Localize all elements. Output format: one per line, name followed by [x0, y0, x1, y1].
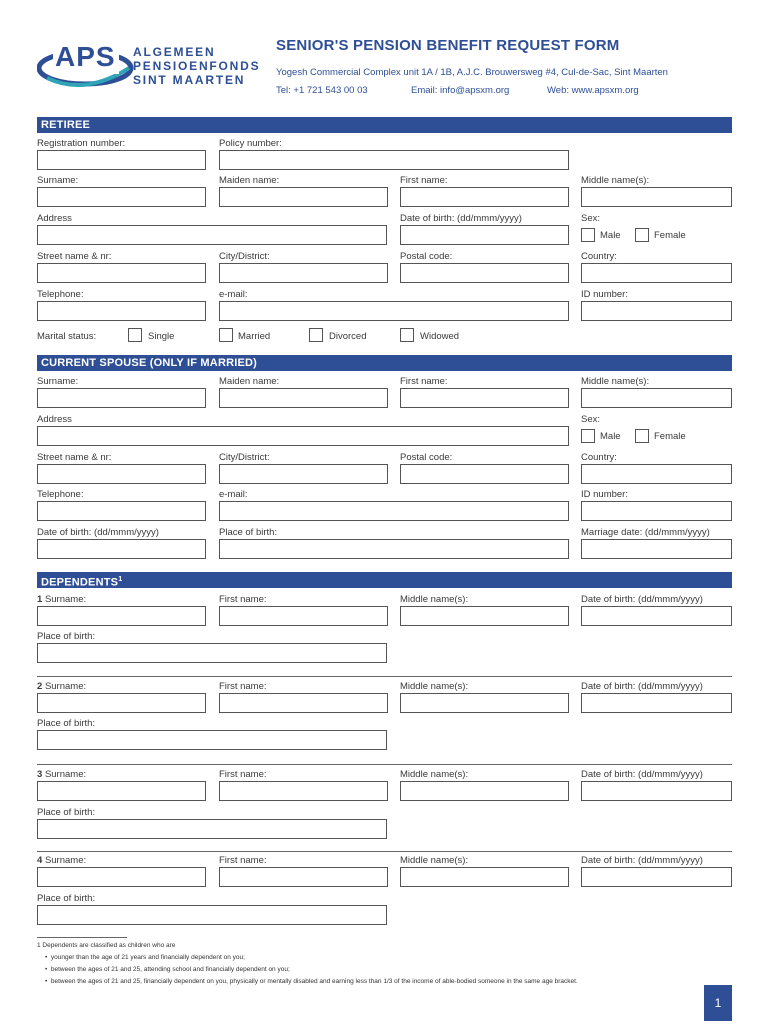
single-checkbox[interactable]	[128, 328, 142, 342]
retiree-maiden-name-field[interactable]	[219, 187, 388, 207]
label-spouse-street: Street name & nr:	[37, 452, 112, 463]
label-spouse-first-name: First name:	[400, 376, 448, 387]
header-web[interactable]: Web: www.apsxm.org	[547, 85, 639, 96]
dependent-3-middle-names-field[interactable]	[400, 781, 569, 801]
retiree-email-field[interactable]	[219, 301, 569, 321]
spouse-place-of-birth-field[interactable]	[219, 539, 569, 559]
label-widowed: Widowed	[420, 331, 460, 342]
dependent-number: 4	[37, 855, 43, 866]
registration-number-field[interactable]	[37, 150, 206, 170]
label-address: Address	[37, 213, 72, 224]
policy-number-field[interactable]	[219, 150, 569, 170]
dependent-2-first-name-field[interactable]	[219, 693, 388, 713]
label-spouse-email: e-mail:	[219, 489, 248, 500]
label-spouse-telephone: Telephone:	[37, 489, 84, 500]
label-dependent-2-place-of-birth: Place of birth:	[37, 718, 96, 729]
label-dependent-1-first-name: First name:	[219, 594, 267, 605]
label-dependent-2-first-name: First name:	[219, 681, 267, 692]
label-dependent-3-place-of-birth: Place of birth:	[37, 807, 96, 818]
label-divorced: Divorced	[329, 331, 367, 342]
retiree-address-field[interactable]	[37, 225, 387, 245]
label-spouse-surname: Surname:	[37, 376, 79, 387]
label-dependent-3-middle-names: Middle name(s):	[400, 769, 469, 780]
label-dependent-4-dob: Date of birth: (dd/mmm/yyyy)	[581, 855, 703, 866]
header-email[interactable]: Email: info@apsxm.org	[411, 85, 510, 96]
spouse-telephone-field[interactable]	[37, 501, 206, 521]
label-marriage-date: Marriage date: (dd/mmm/yyyy)	[581, 527, 710, 538]
spouse-maiden-name-field[interactable]	[219, 388, 388, 408]
label-dob: Date of birth: (dd/mmm/yyyy)	[400, 213, 522, 224]
label-policy-number: Policy number:	[219, 138, 282, 149]
logo-abbrev: APS	[55, 41, 116, 72]
spouse-male-checkbox[interactable]	[581, 429, 595, 443]
footnote-bullet-2: • between the ages of 21 and 25, attending school and financially dependent on you;	[45, 966, 290, 973]
surname-label: Surname:	[44, 855, 87, 866]
logo-line-2: PENSIOENFONDS	[133, 59, 261, 73]
dependent-4-surname-field[interactable]	[37, 867, 206, 887]
dependent-1-surname-field[interactable]	[37, 606, 206, 626]
spouse-postal-field[interactable]	[400, 464, 569, 484]
label-dependent-2-surname	[37, 681, 86, 692]
dependent-separator	[37, 764, 732, 765]
label-spouse-middle-names: Middle name(s):	[581, 376, 650, 387]
dependent-number: 3	[37, 769, 43, 780]
label-surname: Surname:	[37, 175, 79, 186]
footnote-mark: 1	[118, 576, 123, 583]
dependent-3-place-of-birth-field[interactable]	[37, 819, 387, 839]
spouse-street-field[interactable]	[37, 464, 206, 484]
section-current-spouse: CURRENT SPOUSE (ONLY IF MARRIED)	[37, 355, 732, 371]
label-female: Female	[654, 230, 686, 241]
label-postal: Postal code:	[400, 251, 453, 262]
page-number: 1	[704, 985, 732, 1021]
dependent-number: 1	[37, 594, 43, 605]
dependent-1-dob-field[interactable]	[581, 606, 732, 626]
footnote-rule	[37, 937, 127, 938]
label-single: Single	[148, 331, 175, 342]
dependent-2-middle-names-field[interactable]	[400, 693, 569, 713]
dependent-number: 2	[37, 681, 43, 692]
logo-line-1: ALGEMEEN	[133, 45, 216, 59]
label-spouse-male: Male	[600, 431, 621, 442]
label-spouse-place-of-birth: Place of birth:	[219, 527, 278, 538]
dependent-separator	[37, 676, 732, 677]
label-spouse-address: Address	[37, 414, 72, 425]
dependent-2-dob-field[interactable]	[581, 693, 732, 713]
surname-label: Surname:	[44, 594, 87, 605]
label-dependent-3-first-name: First name:	[219, 769, 267, 780]
logo-line-3: SINT MAARTEN	[133, 73, 246, 87]
spouse-address-field[interactable]	[37, 426, 569, 446]
label-dependent-2-dob: Date of birth: (dd/mmm/yyyy)	[581, 681, 703, 692]
header-address: Yogesh Commercial Complex unit 1A / 1B, A.J.C. Brouwersweg #4, Cul-de-Sac, Sint Maarten	[276, 67, 668, 78]
section-dependents	[37, 572, 732, 588]
spouse-dob-field[interactable]	[37, 539, 206, 559]
spouse-first-name-field[interactable]	[400, 388, 569, 408]
form-title: SENIOR'S PENSION BENEFIT REQUEST FORM	[276, 37, 620, 54]
label-sex: Sex:	[581, 213, 601, 224]
retiree-city-field[interactable]	[219, 263, 388, 283]
footnote-bullet-3: • between the ages of 21 and 25, financially dependent on you, physically or mentally disabled and earning less than 1/3 of the income of able-bodied someone in the same age bracket.	[45, 978, 578, 985]
label-dependent-3-dob: Date of birth: (dd/mmm/yyyy)	[581, 769, 703, 780]
retiree-telephone-field[interactable]	[37, 301, 206, 321]
section-dependents-title: DEPENDENTS	[41, 576, 119, 589]
dependent-3-dob-field[interactable]	[581, 781, 732, 801]
label-email: e-mail:	[219, 289, 248, 300]
spouse-id-number-field[interactable]	[581, 501, 732, 521]
dependent-4-dob-field[interactable]	[581, 867, 732, 887]
spouse-middle-names-field[interactable]	[581, 388, 732, 408]
label-marital-status: Marital status:	[37, 331, 97, 342]
married-checkbox[interactable]	[219, 328, 233, 342]
label-dependent-4-place-of-birth: Place of birth:	[37, 893, 96, 904]
footnote-intro: 1 Dependents are classified as children who are	[37, 942, 176, 949]
section-retiree: RETIREE	[37, 117, 732, 133]
label-dependent-2-middle-names: Middle name(s):	[400, 681, 469, 692]
spouse-female-checkbox[interactable]	[635, 429, 649, 443]
label-married: Married	[238, 331, 271, 342]
retiree-first-name-field[interactable]	[400, 187, 569, 207]
footnote-bullet-text: between the ages of 21 and 25, attending school and financially dependent on you;	[50, 966, 290, 973]
label-middle-names: Middle name(s):	[581, 175, 650, 186]
label-spouse-postal: Postal code:	[400, 452, 453, 463]
surname-label: Surname:	[44, 681, 87, 692]
dependent-1-middle-names-field[interactable]	[400, 606, 569, 626]
spouse-country-field[interactable]	[581, 464, 732, 484]
dependent-4-middle-names-field[interactable]	[400, 867, 569, 887]
dependent-2-surname-field[interactable]	[37, 693, 206, 713]
label-id-number: ID number:	[581, 289, 628, 300]
label-street: Street name & nr:	[37, 251, 112, 262]
footnote-bullet-text: younger than the age of 21 years and financially dependent on you;	[50, 954, 245, 961]
label-dependent-1-place-of-birth: Place of birth:	[37, 631, 96, 642]
label-spouse-sex: Sex:	[581, 414, 601, 425]
label-dependent-1-middle-names: Middle name(s):	[400, 594, 469, 605]
label-dependent-4-middle-names: Middle name(s):	[400, 855, 469, 866]
label-dependent-1-dob: Date of birth: (dd/mmm/yyyy)	[581, 594, 703, 605]
dependent-separator	[37, 851, 732, 852]
label-spouse-maiden-name: Maiden name:	[219, 376, 280, 387]
retiree-street-field[interactable]	[37, 263, 206, 283]
retiree-male-checkbox[interactable]	[581, 228, 595, 242]
retiree-dob-field[interactable]	[400, 225, 569, 245]
widowed-checkbox[interactable]	[400, 328, 414, 342]
label-telephone: Telephone:	[37, 289, 84, 300]
dependent-4-first-name-field[interactable]	[219, 867, 388, 887]
label-spouse-city: City/District:	[219, 452, 270, 463]
spouse-surname-field[interactable]	[37, 388, 206, 408]
retiree-surname-field[interactable]	[37, 187, 206, 207]
dependent-2-place-of-birth-field[interactable]	[37, 730, 387, 750]
label-dependent-4-surname	[37, 855, 86, 866]
divorced-checkbox[interactable]	[309, 328, 323, 342]
spouse-email-field[interactable]	[219, 501, 569, 521]
label-registration-number: Registration number:	[37, 138, 126, 149]
footnote-bullet-text: between the ages of 21 and 25, financially dependent on you, physically or mentally disabled and earning less than 1/3 of the income of able-bodied someone in the same age bracket.	[50, 978, 578, 985]
label-dependent-4-first-name: First name:	[219, 855, 267, 866]
label-maiden-name: Maiden name:	[219, 175, 280, 186]
footnote-bullet-1: • younger than the age of 21 years and financially dependent on you;	[45, 954, 245, 961]
retiree-id-number-field[interactable]	[581, 301, 732, 321]
dependent-1-place-of-birth-field[interactable]	[37, 643, 387, 663]
label-dependent-1-surname	[37, 594, 86, 605]
retiree-middle-names-field[interactable]	[581, 187, 732, 207]
header-tel: Tel: +1 721 543 00 03	[276, 85, 368, 96]
label-first-name: First name:	[400, 175, 448, 186]
label-spouse-dob: Date of birth: (dd/mmm/yyyy)	[37, 527, 159, 538]
spouse-city-field[interactable]	[219, 464, 388, 484]
dependent-4-place-of-birth-field[interactable]	[37, 905, 387, 925]
label-male: Male	[600, 230, 621, 241]
label-country: Country:	[581, 251, 617, 262]
label-dependent-3-surname	[37, 769, 86, 780]
retiree-postal-field[interactable]	[400, 263, 569, 283]
retiree-country-field[interactable]	[581, 263, 732, 283]
dependent-1-first-name-field[interactable]	[219, 606, 388, 626]
label-spouse-country: Country:	[581, 452, 617, 463]
surname-label: Surname:	[44, 769, 87, 780]
dependent-3-first-name-field[interactable]	[219, 781, 388, 801]
aps-logo	[37, 38, 137, 92]
dependent-3-surname-field[interactable]	[37, 781, 206, 801]
label-city: City/District:	[219, 251, 270, 262]
marriage-date-field[interactable]	[581, 539, 732, 559]
retiree-female-checkbox[interactable]	[635, 228, 649, 242]
label-spouse-female: Female	[654, 431, 686, 442]
label-spouse-id-number: ID number:	[581, 489, 628, 500]
